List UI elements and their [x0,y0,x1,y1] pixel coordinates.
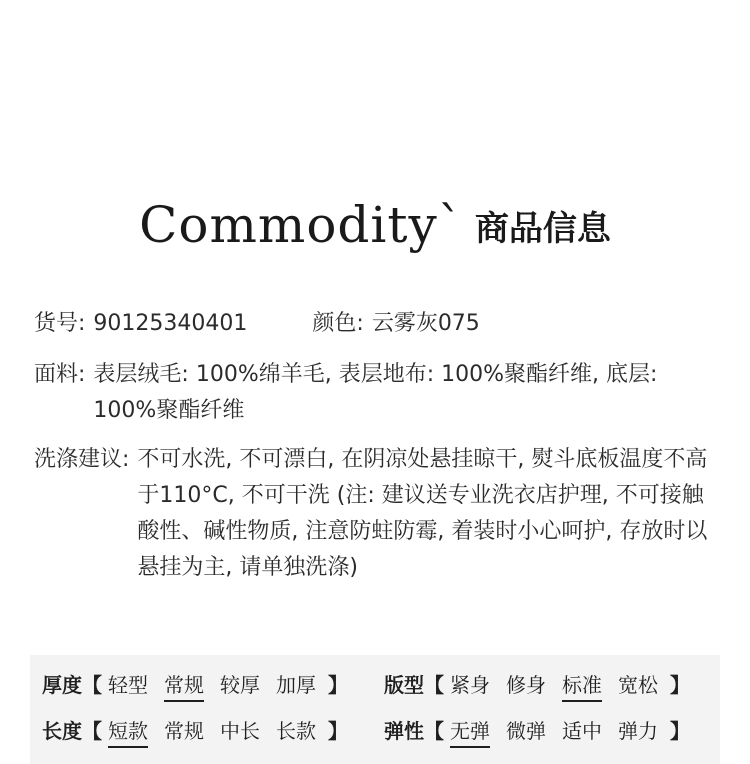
spec-thickness-option: 加厚 [276,673,316,697]
fabric-value: 表层绒毛: 100%绵羊毛, 表层地布: 100%聚酯纤维, 底层: 100%聚酯纤维 [93,362,658,423]
spec-fit-option-selected: 标准 [562,671,602,702]
spec-elasticity-option: 弹力 [618,719,658,743]
bracket-open: 【 [424,719,444,743]
fabric-label: 面料: [34,362,86,387]
spec-thickness-option-selected: 常规 [164,671,204,702]
spec-thickness-label: 厚度 [42,673,82,697]
spec-length-option: 常规 [164,719,204,743]
spec-elasticity-option-selected: 无弹 [450,717,490,748]
spec-thickness-option: 较厚 [220,673,260,697]
bracket-close: 】 [670,719,690,743]
spec-elasticity-option: 微弹 [506,719,546,743]
spec-length-option: 中长 [220,719,260,743]
wash-label: 洗涤建议: [34,447,130,472]
spec-elasticity [384,715,690,748]
spec-length-label: 长度 [42,719,82,743]
fabric-row [34,357,724,429]
spec-length [42,715,348,748]
bracket-open: 【 [82,673,102,697]
bracket-close: 】 [670,673,690,697]
wash-value: 不可水洗, 不可漂白, 在阴凉处悬挂晾干, 熨斗底板温度不高于110°C, 不可干洗 (注: 建议送专业洗衣店护理, 不可接触酸性、碱性物质, 注意防蛀防霉, 着装时小心呵护, 存放时以悬挂为主, 请单独洗涤) [137,447,708,580]
spec-fit-option: 宽松 [618,673,658,697]
bracket-open: 【 [82,719,102,743]
title-english: Commodity` [139,196,464,254]
bracket-close: 】 [328,719,348,743]
spec-fit-label: 版型 [384,673,424,697]
spec-fit-option: 修身 [506,673,546,697]
page-title [0,196,750,254]
sku-label: 货号: [34,311,86,336]
spec-fit-option: 紧身 [450,673,490,697]
spec-elasticity-option: 适中 [562,719,602,743]
title-chinese: 商品信息 [474,208,611,249]
spec-thickness-option: 轻型 [108,673,148,697]
spec-length-option: 长款 [276,719,316,743]
spec-length-option-selected: 短款 [108,717,148,748]
color-value: 云雾灰075 [371,311,480,336]
sku-value: 90125340401 [93,311,248,336]
spec-panel [30,655,720,764]
spec-fit [384,669,690,702]
sku-color-row [34,306,724,342]
color-label: 颜色: [312,311,364,336]
bracket-close: 】 [328,673,348,697]
bracket-open: 【 [424,673,444,697]
spec-elasticity-label: 弹性 [384,719,424,743]
spec-thickness [42,669,348,702]
wash-row [34,442,724,586]
